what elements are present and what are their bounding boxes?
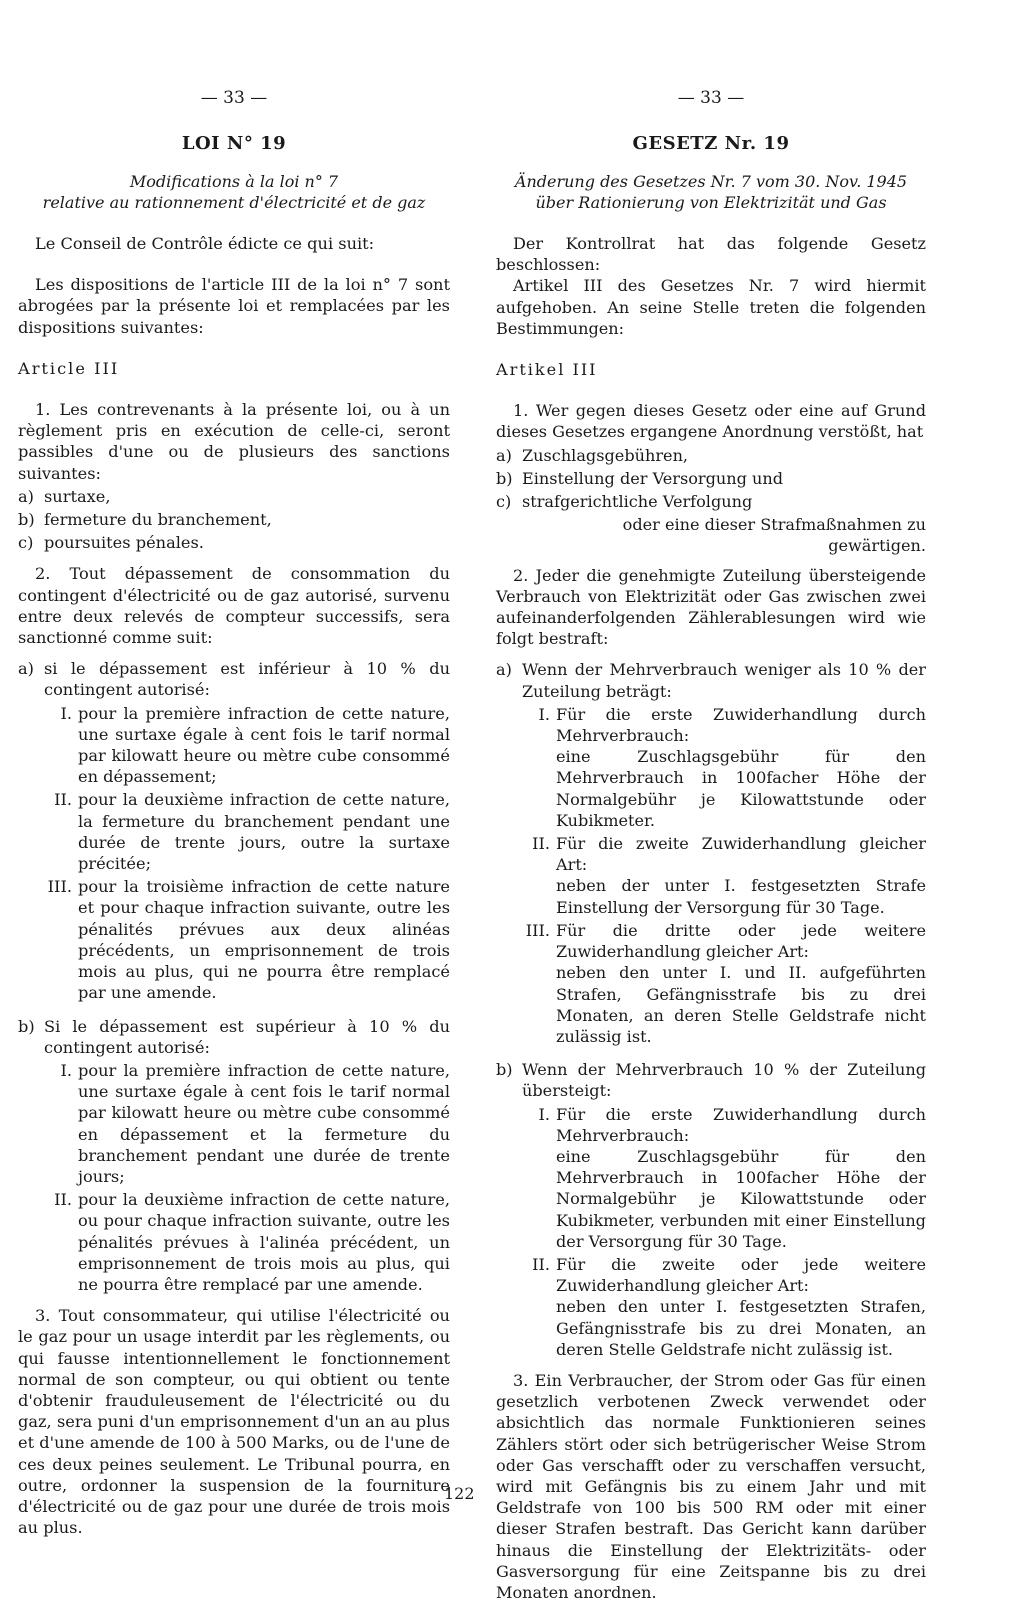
sub-head: Für die zweite Zuwiderhandlung gleicher Art: — [556, 834, 926, 875]
list-text: surtaxe, — [44, 486, 111, 506]
sub-head: Für die dritte oder jede weitere Zuwiderhandlung gleicher Art: — [556, 920, 926, 962]
paragraph-1: 1. Les contrevenants à la présente loi, ou à un règlement pris en exécution de celle-ci, seront passibles d'une ou de plusieurs des sanctions suivantes: — [18, 400, 450, 483]
law-title: LOI N° 19 — [181, 133, 287, 154]
sub-item — [516, 704, 926, 831]
french-column — [18, 0, 450, 1538]
list-label: a) — [18, 659, 34, 679]
sub-text: neben den unter I. und II. aufgeführten Strafen, Gefängnisstrafe bis zu drei Monaten, an deren Stelle Geldstrafe nicht zulässig ist. — [556, 963, 926, 1046]
intro-paragraph: Le Conseil de Contrôle édicte ce qui suit: — [35, 234, 375, 253]
sub-label: III. — [525, 920, 550, 940]
law-title: GESETZ Nr. 19 — [632, 133, 790, 154]
sub-label: II. — [532, 834, 550, 854]
sub-label: I. — [538, 704, 550, 724]
paragraph-2: 2. Jeder die genehmigte Zuteilung übersteigende Verbrauch von Elektrizität oder Gas zwischen zwei aufeinanderfolgenden Zählerablesungen wird wie folgt bestraft: — [496, 565, 926, 649]
subtitle-line: Änderung des Gesetzes Nr. 7 vom 30. Nov. 1945 — [514, 172, 908, 191]
list-label: b) — [496, 468, 513, 488]
list-text: si le dépassement est inférieur à 10 % du contingent autorisé: — [44, 659, 450, 700]
sub-item — [516, 1104, 926, 1252]
list-label: b) — [18, 510, 35, 530]
sub-text: pour la troisième infraction de cette nature et pour chaque infraction suivante, outre les pénalités prévues aux deux alinéas précédents, un emprisonnement de trois mois au plus, qui ne pourra être remplacé par une amende. — [78, 877, 450, 1003]
preamble-paragraph: Les dispositions de l'article III de la loi n° 7 sont abrogées par la présente loi et remplacées par les dispositions suivantes: — [18, 275, 450, 337]
sub-label: I. — [538, 1104, 550, 1124]
subtitle-line: relative au rationnement d'électricité et de gaz — [42, 193, 426, 212]
list-text: Einstellung der Versorgung und — [522, 468, 784, 488]
list-label: c) — [496, 492, 512, 512]
list-item — [496, 491, 926, 512]
sub-label: II. — [54, 790, 72, 810]
list-item — [496, 445, 926, 466]
list-item — [18, 486, 450, 507]
subtitle-line: über Rationierung von Elektrizität und Gas — [535, 193, 887, 212]
case-a — [496, 659, 926, 701]
sub-head: Für die zweite oder jede weitere Zuwiderhandlung gleicher Art: — [556, 1254, 926, 1296]
list-item — [18, 509, 450, 530]
list-text: fermeture du branchement, — [44, 510, 272, 530]
sub-label: I. — [60, 703, 72, 723]
page-number: — 33 — — [200, 88, 268, 108]
sub-text: neben der unter I. festgesetzten Strafe Einstellung der Versorgung für 30 Tage. — [556, 876, 926, 917]
list-text: Si le dépassement est supérieur à 10 % du contingent autorisé: — [44, 1016, 450, 1057]
list-text: Wenn der Mehrverbrauch weniger als 10 % der Zuteilung beträgt: — [522, 660, 926, 701]
list-label: a) — [496, 660, 512, 680]
sub-text: pour la deuxième infraction de cette nature, ou pour chaque infraction suivante, outre les pénalités prévues à l'alinéa précédent, un emprisonnement de trois mois au plus, qui ne pourra être remplacé par une amende. — [78, 1190, 450, 1294]
list-label: a) — [18, 486, 34, 506]
list-label: c) — [18, 533, 34, 553]
sub-text: eine Zuschlagsgebühr für den Mehrverbrauch in 100facher Höhe der Normalgebühr je Kilowattstunde oder Kubikmeter, verbunden mit einer Einstellung der Versorgung für 30 Tage. — [556, 1146, 926, 1251]
list-label: a) — [496, 445, 512, 465]
subtitle-line: Modifications à la loi n° 7 — [129, 172, 339, 191]
preamble-paragraph: Artikel III des Gesetzes Nr. 7 wird hiermit aufgehoben. An seine Stelle treten die folgenden Bestimmungen: — [496, 276, 926, 338]
sub-item — [38, 1060, 450, 1187]
sub-item — [38, 703, 450, 788]
sub-text: pour la deuxième infraction de cette nature, la fermeture du branchement pendant une durée de trente jours, outre la surtaxe précitée; — [78, 790, 450, 874]
french-body — [18, 233, 450, 1538]
case-b — [18, 1016, 450, 1058]
law-subtitle — [496, 171, 926, 213]
german-body — [496, 233, 926, 1603]
intro-paragraph: Der Kontrollrat hat das folgende Gesetz beschlossen: — [496, 234, 926, 275]
sub-label: II. — [54, 1190, 72, 1210]
sub-item — [516, 920, 926, 1047]
sub-text: pour la première infraction de cette nature, une surtaxe égale à cent fois le tarif normal par kilowatt heure ou mètre cube consommé en dépassement; — [78, 703, 450, 787]
sub-text: pour la première infraction de cette nature, une surtaxe égale à cent fois le tarif normal par kilowatt heure ou mètre cube consommé en dépassement et la fermeture du branchement pendant une durée de trente jours; — [78, 1060, 450, 1186]
paragraph-3: 3. Ein Verbraucher, der Strom oder Gas für einen gesetzlich verbotenen Zweck verwendet oder absichtlich das normale Funktionieren seines Zählers stört oder sich betrügerischer Weise Strom oder Gas verschafft oder zu verschaffen versucht, wird mit Gefängnis bis zu einem Jahr und mit Geldstrafe von 100 bis 500 RM oder mit einer dieser Strafen bestraft. Das Gericht kann darüber hinaus die Einstellung der Elektrizitäts- oder Gasversorgung für eine Zeitspanne bis zu drei Monaten anordnen. — [496, 1370, 926, 1602]
list-item — [496, 468, 926, 489]
list-continuation: oder eine dieser Strafmaßnahmen zu gewärtigen. — [622, 515, 926, 556]
footer-page-number: 122 — [444, 1484, 475, 1503]
law-subtitle — [18, 171, 450, 213]
sub-head: Für die erste Zuwiderhandlung durch Mehrverbrauch: — [556, 1104, 926, 1145]
article-heading: Article III — [18, 358, 120, 378]
paragraph-2: 2. Tout dépassement de consommation du contingent d'électricité ou de gaz autorisé, survenu entre deux relevés de compteur successifs, sera sanctionné comme suit: — [18, 564, 450, 648]
sub-item — [38, 789, 450, 874]
paragraph-1: 1. Wer gegen dieses Gesetz oder eine auf Grund dieses Gesetzes ergangene Anordnung verstößt, hat — [496, 401, 926, 442]
sub-text: eine Zuschlagsgebühr für den Mehrverbrauch in 100facher Höhe der Normalgebühr je Kilowattstunde oder Kubikmeter. — [556, 747, 926, 830]
list-text: poursuites pénales. — [44, 533, 204, 553]
list-text: Wenn der Mehrverbrauch 10 % der Zuteilung übersteigt: — [522, 1060, 926, 1101]
page-number: — 33 — — [677, 88, 745, 108]
sub-item — [38, 876, 450, 1003]
list-label: b) — [496, 1060, 513, 1080]
case-a — [18, 658, 450, 700]
german-column — [496, 0, 926, 1602]
sub-item — [516, 1254, 926, 1360]
article-heading: Artikel III — [496, 360, 598, 380]
case-b — [496, 1059, 926, 1101]
list-item — [18, 532, 450, 553]
list-label: b) — [18, 1016, 35, 1036]
sub-item — [38, 1189, 450, 1295]
sub-text: neben den unter I. festgesetzten Strafen, Gefängnisstrafe bis zu drei Monaten, an deren Stelle Geldstrafe nicht zulässig ist. — [556, 1297, 926, 1359]
sub-item — [516, 833, 926, 918]
sub-label: II. — [532, 1254, 550, 1274]
list-text: strafgerichtliche Verfolgung — [522, 492, 753, 512]
paragraph-3: 3. Tout consommateur, qui utilise l'électricité ou le gaz pour un usage interdit par les règlements, ou qui fausse intentionnellement le fonctionnement normal de son compteur, ou qui obtient ou tente d'obtenir frauduleusement de l'électricité ou du gaz, sera puni d'un emprisonnement d'un an au plus et d'une amende de 100 à 500 Marks, ou de l'une de ces deux peines seulement. Le Tribunal pourra, en outre, ordonner la suspension de la fourniture d'électricité ou de gaz pour une durée de trois mois au plus. — [18, 1306, 450, 1538]
sub-label: III. — [47, 877, 72, 897]
sub-head: Für die erste Zuwiderhandlung durch Mehrverbrauch: — [556, 704, 926, 746]
sub-label: I. — [60, 1060, 72, 1080]
list-text: Zuschlagsgebühren, — [522, 445, 689, 465]
